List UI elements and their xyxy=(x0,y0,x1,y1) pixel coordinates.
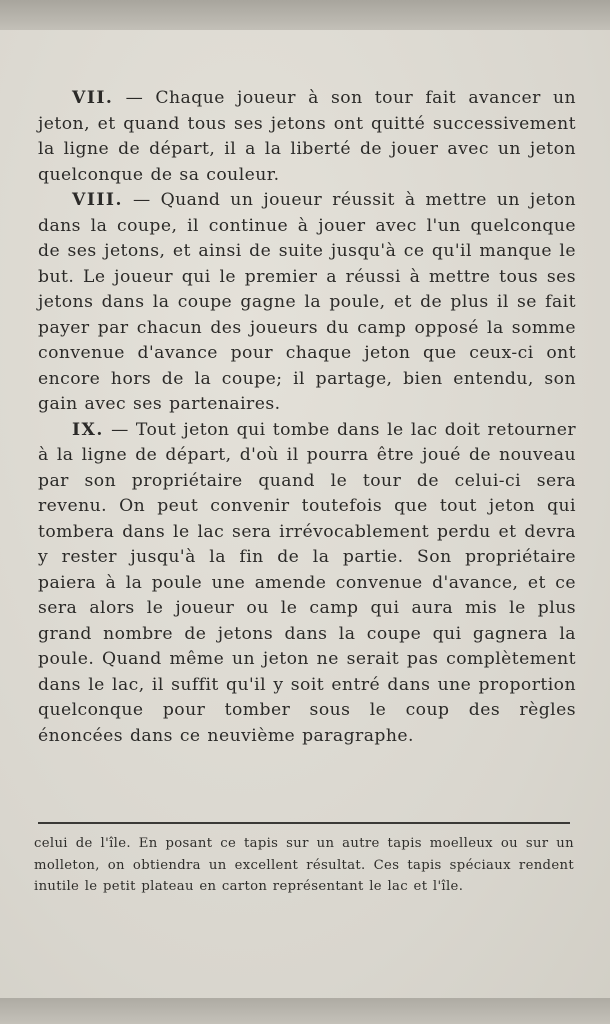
footnote-divider xyxy=(38,822,570,824)
paragraph-text: — Chaque joueur à son tour fait avancer un jeton, et quand tous ses jetons ont quitté successivement la ligne de départ, il a la liberté de jouer avec un jeton quelconque de sa couleur. xyxy=(38,88,576,185)
paragraph-numeral: IX. xyxy=(72,419,104,440)
paragraph-text: — Quand un joueur réussit à mettre un jeton dans la coupe, il continue à jouer avec l'un quelconque de ses jetons, et ainsi de suite jusqu'à ce qu'il manque le but. Le joueur qui le premier a réussi à mettre tous ses jetons dans la coupe gagne la poule, et de plus il se fait payer par chacun des joueurs du camp opposé la somme convenue d'avance pour chaque jeton que ceux-ci ont encore hors de la coupe; il partage, bien entendu, son gain avec ses partenaires. xyxy=(38,190,576,414)
paragraph-vii xyxy=(38,86,576,188)
rules-body xyxy=(38,86,576,749)
paragraph-numeral: VIII. xyxy=(72,190,123,210)
paragraph-ix xyxy=(38,418,576,750)
paragraph-numeral: VII. xyxy=(72,88,114,108)
page-bottom-shadow xyxy=(0,998,610,1024)
paragraph-viii xyxy=(38,188,576,418)
paragraph-text: — Tout jeton qui tombe dans le lac doit retourner à la ligne de départ, d'où il pourra être joué de nouveau par son propriétaire quand le tour de celui-ci sera revenu. On peut convenir toutefois que tout jeton qui tombera dans le lac sera irrévocablement perdu et devra y rester jusqu'à la fin de la partie. Son propriétaire paiera à la poule une amende convenue d'avance, et ce sera alors le joueur ou le camp qui aura mis le plus grand nombre de jetons dans la coupe qui gagnera la poule. Quand même un jeton ne serait pas complètement dans le lac, il suffit qu'il y soit entré dans une proportion quelconque pour tomber sous le coup des règles énoncées dans ce neuvième paragraphe. xyxy=(38,419,576,746)
footnote xyxy=(34,833,574,898)
footnote-text: celui de l'île. En posant ce tapis sur un autre tapis moelleux ou sur un molleton, on obtiendra un excellent résultat. Ces tapis spéciaux rendent inutile le petit plateau en carton représentant le lac et l'île. xyxy=(34,836,574,894)
